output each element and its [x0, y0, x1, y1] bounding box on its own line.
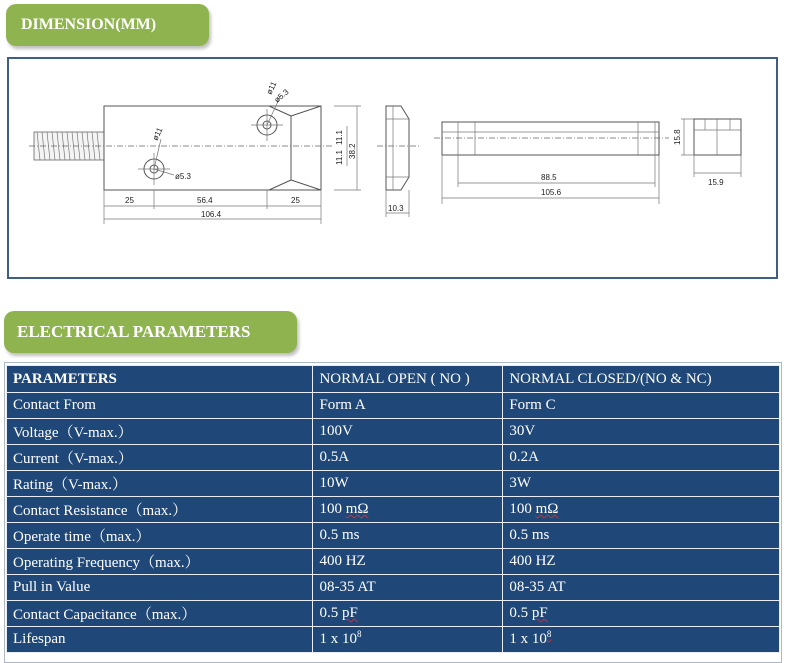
- param-cell: Lifespan: [7, 627, 313, 653]
- nc-cell: 0.2A: [503, 445, 780, 471]
- nc-exponent: 8: [546, 629, 552, 639]
- dim-hole-dia-bottom: ø11: [150, 126, 165, 142]
- table-row: [7, 471, 780, 497]
- param-cell: Pull in Value: [7, 575, 313, 601]
- dim-seg-right: 25: [291, 196, 300, 205]
- nc-unit: pF: [531, 605, 548, 621]
- dim-seg-left: 25: [125, 196, 134, 205]
- no-cell: [313, 601, 503, 627]
- parameters-table: [6, 365, 780, 653]
- table-row: [7, 601, 780, 627]
- no-cell: 0.5 ms: [313, 523, 503, 549]
- param-cell: Current（V-max.）: [7, 445, 313, 471]
- table-row: [7, 497, 780, 523]
- dim-height: 38.2: [348, 143, 357, 159]
- header-normal-open: NORMAL OPEN ( NO ): [313, 366, 503, 393]
- nc-cell: 30V: [503, 419, 780, 445]
- top-view: [434, 122, 669, 204]
- param-cell: Contact Resistance（max.）: [7, 497, 313, 523]
- dim-hole-dia-top: ø11: [264, 80, 279, 96]
- small-view: [673, 119, 741, 187]
- dim-end-width: 10.3: [388, 204, 404, 213]
- table-row: [7, 627, 780, 653]
- no-value: 100: [319, 501, 346, 517]
- no-cell: [313, 627, 503, 653]
- table-header-row: [7, 366, 780, 393]
- dim-inner-height-2: 11.1: [335, 150, 344, 165]
- param-cell: Operate time（max.）: [7, 523, 313, 549]
- nc-cell: [503, 627, 780, 653]
- dim-hole-r-bottom: ø5.3: [175, 172, 192, 181]
- no-exponent: 8: [356, 629, 362, 639]
- param-cell: Rating（V-max.）: [7, 471, 313, 497]
- dim-small-height: 15.8: [673, 129, 682, 145]
- table-row: [7, 523, 780, 549]
- no-cell: 10W: [313, 471, 503, 497]
- dim-inner-height: 11.1: [335, 130, 344, 145]
- no-cell: [313, 497, 503, 523]
- nc-cell: 0.5 ms: [503, 523, 780, 549]
- no-unit: mΩ: [345, 501, 369, 517]
- param-cell: Operating Frequency（max.）: [7, 549, 313, 575]
- dim-total-length: 106.4: [201, 210, 222, 219]
- no-cell: 400 HZ: [313, 549, 503, 575]
- param-cell: Voltage（V-max.）: [7, 419, 313, 445]
- table-row: [7, 575, 780, 601]
- nc-cell: [503, 497, 780, 523]
- header-normal-closed: NORMAL CLOSED/(NO & NC): [503, 366, 780, 393]
- nc-unit: mΩ: [535, 501, 559, 517]
- nc-cell: 400 HZ: [503, 549, 780, 575]
- no-cell: 0.5A: [313, 445, 503, 471]
- dim-seg-mid: 56.4: [197, 196, 213, 205]
- no-base: 1 x 10: [319, 631, 357, 647]
- dim-top-inner: 88.5: [541, 173, 557, 182]
- dim-small-width: 15.9: [708, 178, 724, 187]
- nc-base: 1 x 10: [509, 631, 547, 647]
- no-value: 0.5: [319, 605, 342, 621]
- no-cell: Form A: [313, 393, 503, 419]
- param-cell: Contact From: [7, 393, 313, 419]
- param-cell: Contact Capacitance（max.）: [7, 601, 313, 627]
- table-row: [7, 419, 780, 445]
- dimension-section-title: DIMENSION(MM): [6, 4, 209, 46]
- table-row: [7, 549, 780, 575]
- dimension-drawing: [7, 57, 778, 279]
- nc-cell: 3W: [503, 471, 780, 497]
- no-unit: pF: [341, 605, 358, 621]
- table-row: [7, 445, 780, 471]
- electrical-section-title: ELECTRICAL PARAMETERS: [4, 311, 297, 353]
- nc-value: 100: [509, 501, 536, 517]
- nc-cell: 08-35 AT: [503, 575, 780, 601]
- technical-drawing-svg: [9, 59, 780, 281]
- nc-cell: Form C: [503, 393, 780, 419]
- end-view: [377, 106, 419, 217]
- no-cell: 100V: [313, 419, 503, 445]
- nc-value: 0.5: [509, 605, 532, 621]
- nc-cell: [503, 601, 780, 627]
- dim-hole-r-top: ø5.3: [272, 87, 291, 105]
- no-cell: 08-35 AT: [313, 575, 503, 601]
- table-row: [7, 393, 780, 419]
- header-parameters: PARAMETERS: [7, 366, 313, 393]
- dim-top-total: 105.6: [541, 188, 562, 197]
